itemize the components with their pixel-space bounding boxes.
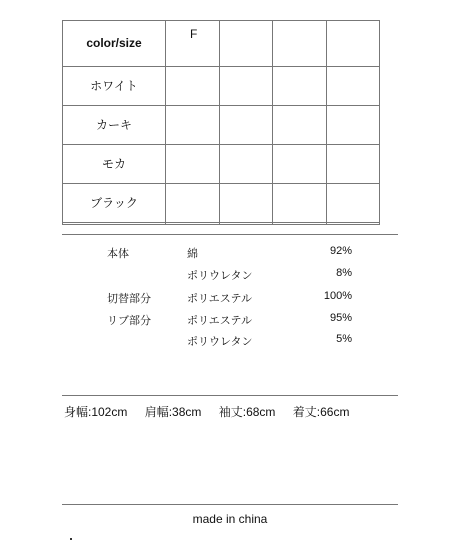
- color-black: ブラック: [63, 183, 166, 222]
- material-fiber: 綿: [187, 248, 198, 260]
- material-percent: 100%: [323, 290, 352, 302]
- table-cell: [273, 105, 327, 144]
- measurements: [64, 403, 363, 420]
- divider: [62, 234, 398, 235]
- material-fiber: ポリウレタン: [187, 336, 253, 348]
- table-row: [63, 66, 380, 105]
- table-cell: [326, 21, 380, 67]
- color-khaki: カーキ: [63, 105, 166, 144]
- material-percent: 95%: [329, 312, 352, 324]
- color-size-header: color/size: [63, 21, 166, 67]
- table-row: [63, 222, 380, 224]
- material-fiber: ポリエステル: [187, 293, 253, 305]
- divider: [62, 395, 398, 396]
- table-cell: [219, 105, 273, 144]
- country-of-origin: made in china: [192, 512, 268, 526]
- measurement-total-length: 着丈:66cm: [292, 405, 350, 419]
- table-cell: [219, 183, 273, 222]
- table-cell: [273, 183, 327, 222]
- material-fiber: ポリエステル: [187, 315, 253, 327]
- table-row: [63, 144, 380, 183]
- table-cell: [273, 21, 327, 67]
- table-cell: [273, 66, 327, 105]
- color-white: ホワイト: [63, 66, 166, 105]
- table-cell: [166, 66, 220, 105]
- color-mocha: モカ: [63, 144, 166, 183]
- measurement-shoulder-width: 肩幅:38cm: [144, 405, 202, 419]
- size-f-header: F: [166, 21, 220, 67]
- material-part: 本体: [107, 248, 129, 260]
- table-cell: [63, 222, 166, 224]
- material-percent: 5%: [336, 333, 352, 345]
- table-cell: [166, 222, 220, 224]
- table-cell: [166, 105, 220, 144]
- table-cell: [166, 144, 220, 183]
- material-part: リブ部分: [107, 315, 151, 327]
- table-cell: [219, 144, 273, 183]
- measurement-sleeve-length: 袖丈:68cm: [218, 405, 276, 419]
- table-cell: [219, 21, 273, 67]
- dot-mark: [70, 538, 72, 540]
- table-cell: [219, 222, 273, 224]
- table-cell: [326, 222, 380, 224]
- size-table-header-row: [63, 21, 380, 67]
- table-cell: [326, 105, 380, 144]
- table-cell: [273, 222, 327, 224]
- table-cell: [166, 183, 220, 222]
- material-part: 切替部分: [107, 293, 151, 305]
- measurement-body-width: 身幅:102cm: [64, 405, 128, 419]
- material-fiber: ポリウレタン: [187, 270, 253, 282]
- table-row: [63, 105, 380, 144]
- material-percent: 8%: [336, 267, 352, 279]
- material-percent: 92%: [329, 245, 352, 257]
- size-table: [62, 20, 380, 225]
- table-cell: [273, 144, 327, 183]
- table-row: [63, 183, 380, 222]
- table-cell: [326, 144, 380, 183]
- divider: [62, 504, 398, 505]
- table-cell: [326, 66, 380, 105]
- table-cell: [219, 66, 273, 105]
- table-cell: [326, 183, 380, 222]
